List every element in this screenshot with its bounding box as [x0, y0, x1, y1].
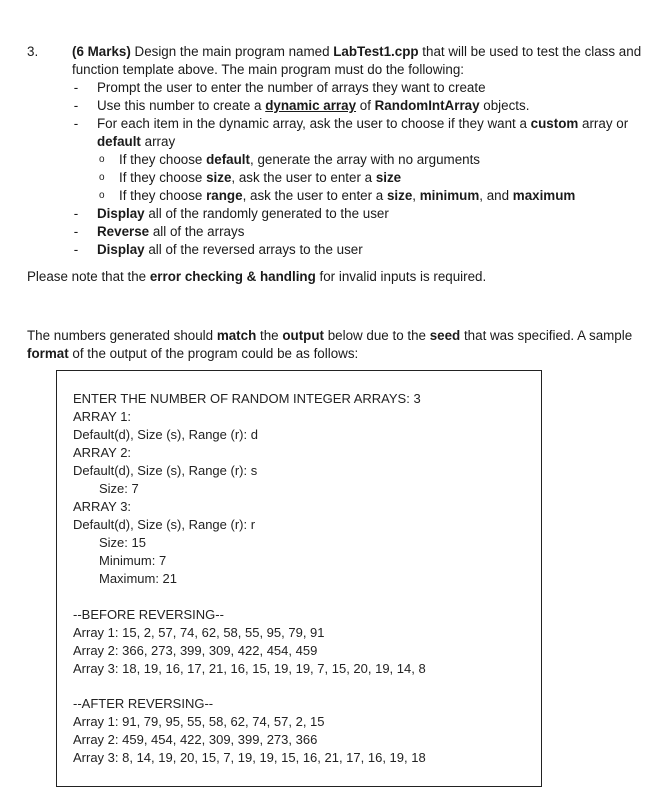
output-line: Array 2: 459, 454, 422, 309, 399, 273, 366 — [73, 732, 318, 747]
list-item-reverse: Reverse all of the arrays — [97, 224, 245, 239]
question-intro-line2: function template above. The main program must do the following: — [72, 62, 465, 77]
output-line: Size: 15 — [99, 535, 146, 550]
output-line: Array 1: 91, 79, 95, 55, 58, 62, 74, 57, 2, 15 — [73, 714, 325, 729]
output-line: Default(d), Size (s), Range (r): s — [73, 463, 258, 478]
sub-item-size: If they choose size, ask the user to enter a size — [119, 170, 402, 185]
output-line: ARRAY 1: — [73, 409, 132, 424]
sub-bullet: o — [99, 172, 105, 183]
output-line: Array 3: 8, 14, 19, 20, 15, 7, 19, 19, 15, 16, 21, 17, 16, 19, 18 — [73, 750, 426, 765]
output-line: ARRAY 2: — [73, 445, 132, 460]
sub-bullet: o — [99, 190, 105, 201]
list-dash: - — [73, 224, 79, 239]
sub-item-range: If they choose range, ask the user to enter a size, minimum, and maximum — [119, 188, 576, 203]
list-dash: - — [73, 206, 79, 221]
question-number: 3. — [27, 44, 39, 59]
output-line: Size: 7 — [99, 481, 139, 496]
list-dash: - — [73, 116, 79, 131]
question-intro-line1: (6 Marks) Design the main program named LabTest1.cpp that will be used to test the class and — [72, 44, 642, 59]
list-item-each-item: For each item in the dynamic array, ask the user to choose if they want a custom array or — [97, 116, 629, 131]
list-item-create-array: Use this number to create a dynamic array of RandomIntArray objects. — [97, 98, 530, 113]
output-line: Array 2: 366, 273, 399, 309, 422, 454, 459 — [73, 643, 318, 658]
output-line: ENTER THE NUMBER OF RANDOM INTEGER ARRAYS: 3 — [73, 391, 421, 406]
list-item-prompt: Prompt the user to enter the number of arrays they want to create — [97, 80, 486, 95]
sample-paragraph-line2: format of the output of the program could be as follows: — [27, 346, 359, 361]
note-paragraph: Please note that the error checking & handling for invalid inputs is required. — [27, 269, 487, 284]
sample-paragraph-line1: The numbers generated should match the output below due to the seed that was specified. A sample — [27, 328, 633, 343]
output-line: Default(d), Size (s), Range (r): r — [73, 517, 256, 532]
output-line: Default(d), Size (s), Range (r): d — [73, 427, 258, 442]
list-item-display: Display all of the randomly generated to the user — [97, 206, 389, 221]
filename: LabTest1.cpp — [333, 44, 419, 59]
output-line: Array 1: 15, 2, 57, 74, 62, 58, 55, 95, 79, 91 — [73, 625, 325, 640]
list-dash: - — [73, 242, 79, 257]
output-line: --AFTER REVERSING-- — [73, 696, 214, 711]
output-line: Maximum: 21 — [99, 571, 178, 586]
marks-label: (6 Marks) — [72, 44, 131, 59]
output-line: Minimum: 7 — [99, 553, 167, 568]
output-line: --BEFORE REVERSING-- — [73, 607, 224, 622]
list-item-display-reversed: Display all of the reversed arrays to the user — [97, 242, 363, 257]
list-item-each-item-cont: default array — [97, 134, 176, 149]
list-dash: - — [73, 98, 79, 113]
output-line: Array 3: 18, 19, 16, 17, 21, 16, 15, 19, 19, 7, 15, 20, 19, 14, 8 — [73, 661, 426, 676]
sub-bullet: o — [99, 154, 105, 165]
output-line: ARRAY 3: — [73, 499, 132, 514]
list-dash: - — [73, 80, 79, 95]
sub-item-default: If they choose default, generate the array with no arguments — [119, 152, 481, 167]
